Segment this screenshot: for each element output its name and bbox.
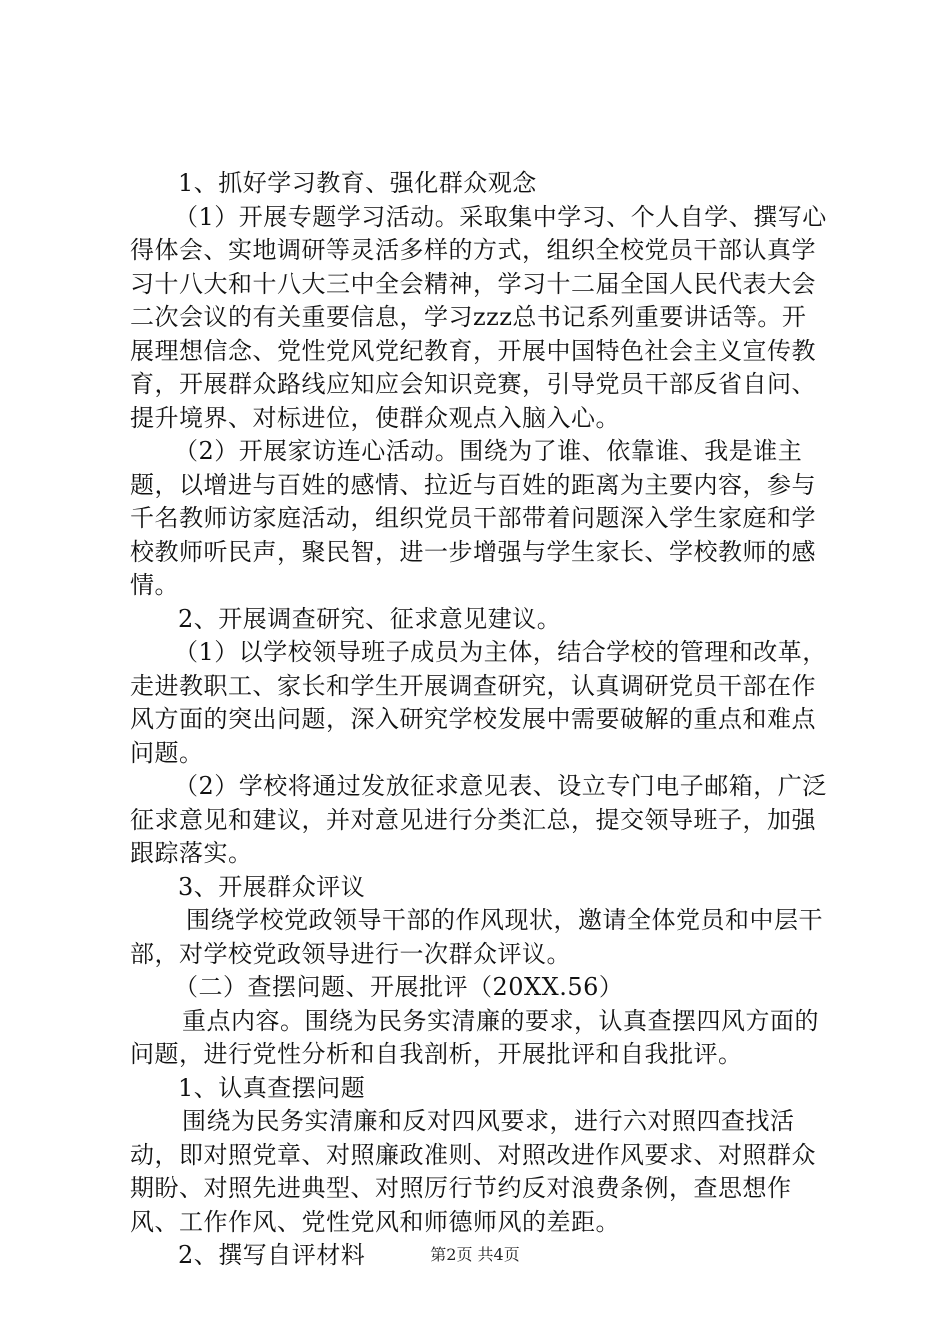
section-heading: 1、抓好学习教育、强化群众观念	[178, 169, 537, 197]
paragraph: （2）学校将通过发放征求意见表、设立专门电子邮箱，广泛征求意见和建议，并对意见进行分类汇总，提交领导班子，加强跟踪落实。	[130, 772, 827, 867]
section-heading: （二）查摆问题、开展批评（20XX.56）	[174, 973, 624, 1001]
section-heading: 1、认真查摆问题	[178, 1073, 366, 1102]
section-heading: 2、开展调查研究、征求意见建议。	[178, 604, 562, 633]
paragraph: （1）开展专题学习活动。采取集中学习、个人自学、撰写心得体会、实地调研等灵活多样的方式，组织全校党员干部认真学习十八大和十八大三中全会精神，学习十二届全国人民代表大会二次会议的有关重要信息，学习zzz总书记系列重要讲话等。开展理想信念、党性党风党纪教育，开展中国特色社会主义宣传教育，开展群众路线应知应会知识竞赛，引导党员干部反省自问、提升境界、对标进位，使群众观点入脑入心。	[130, 202, 827, 432]
paragraph: （1）以学校领导班子成员为主体，结合学校的管理和改革，走进教职工、家长和学生开展调查研究，认真调研党员干部在作风方面的突出问题，深入研究学校发展中需要破解的重点和难点问题。	[130, 638, 827, 767]
paragraph: （2）开展家访连心活动。围绕为了谁、依靠谁、我是谁主题，以增进与百姓的感情、拉近与百姓的距离为主要内容，参与千名教师访家庭活动，组织党员干部带着问题深入学生家庭和学校教师听民声，聚民智，进一步增强与学生家长、学校教师的感情。	[130, 437, 816, 599]
paragraph: 围绕为民务实清廉和反对四风要求，进行六对照四查找活动，即对照党章、对照廉政准则、对照改进作风要求、对照群众期盼、对照先进典型、对照厉行节约反对浪费条例，查思想作风、工作作风、党性党风和师德师风的差距。	[130, 1107, 816, 1236]
page-number: 第2页 共4页	[430, 1245, 520, 1264]
paragraph: 重点内容。围绕为民务实清廉的要求，认真查摆四风方面的问题，进行党性分析和自我剖析，开展批评和自我批评。	[130, 1006, 819, 1068]
paragraph: 围绕学校党政领导干部的作风现状，邀请全体党员和中层干部，对学校党政领导进行一次群众评议。	[130, 906, 823, 968]
section-heading: 3、开展群众评议	[178, 872, 366, 901]
document-body	[130, 167, 830, 1273]
section-heading: 2、撰写自评材料	[178, 1241, 366, 1269]
